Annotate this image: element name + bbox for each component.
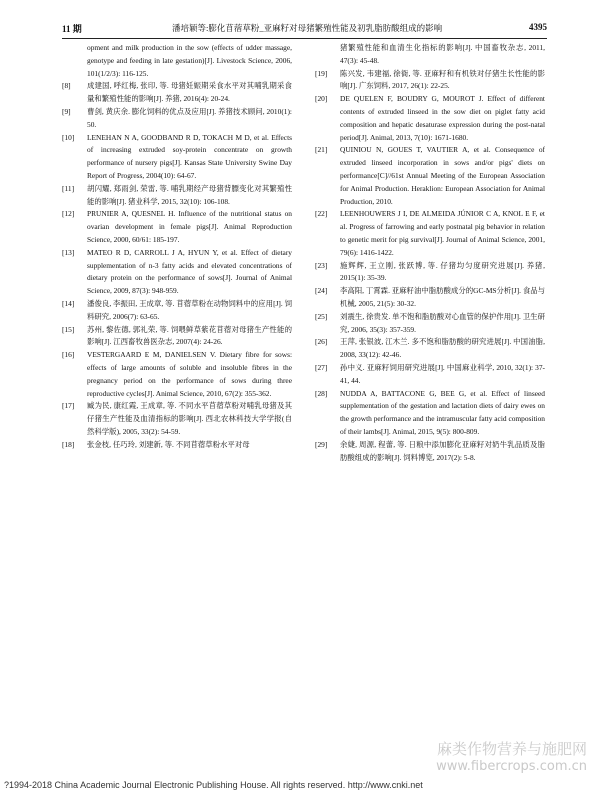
- reference-entry: [315, 93, 545, 144]
- reference-entry: [315, 42, 545, 68]
- reference-number: [12]: [62, 209, 75, 219]
- issue-number: 11 期: [62, 24, 82, 34]
- reference-number: [21]: [315, 145, 328, 155]
- reference-entry: [315, 285, 545, 311]
- reference-number: [15]: [62, 324, 75, 334]
- reference-entry: [62, 80, 292, 106]
- reference-entry: [315, 439, 545, 465]
- header-rule: [62, 38, 547, 39]
- reference-text: 苏州, 黎佐德, 郭礼荣, 等. 饲喂鲜草紫花苜蓿对母猪生产性能的影响[J]. 江西畜牧兽医杂志, 2007(4): 24-26.: [87, 324, 292, 347]
- reference-number: [10]: [62, 132, 75, 142]
- reference-number: [25]: [315, 311, 328, 321]
- reference-number: [22]: [315, 209, 328, 219]
- reference-text: 成建国, 呼红梅, 张印, 等. 母猪妊娠期采食水平对其哺乳期采食量和繁殖性能的影响[J]. 养猪, 2016(4): 20-24.: [87, 81, 292, 104]
- left-reference-column: [62, 42, 292, 452]
- right-reference-column: [315, 42, 545, 464]
- reference-entry: [315, 260, 545, 286]
- reference-entry: [315, 68, 545, 94]
- reference-number: [23]: [315, 260, 328, 270]
- reference-number: [9]: [62, 106, 71, 116]
- reference-text: VESTERGAARD E M, DANIELSEN V. Dietary fibre for sows: effects of large amounts of soluble and insoluble fibres in the pregnancy period on the performance of sows during three reproductive cycles[J]. Animal Science, 2010, 67(2): 355-362.: [87, 350, 292, 398]
- reference-number: [13]: [62, 247, 75, 257]
- reference-text: 刘震生, 徐贵发. 单不饱和脂肪酸对心血管的保护作用[J]. 卫生研究, 2006, 35(3): 357-359.: [340, 311, 545, 334]
- watermark: [436, 740, 587, 776]
- reference-entry: [62, 349, 292, 400]
- reference-entry: [315, 144, 545, 208]
- reference-text: 施辉辉, 王立刚, 张跃博, 等. 仔猪均匀度研究进展[J]. 养猪, 2015(1): 35-39.: [340, 260, 545, 283]
- reference-number: [16]: [62, 350, 75, 360]
- reference-text: DE QUELEN F, BOUDRY G, MOUROT J. Effect of different contents of extruded linseed in the sow diet on piglet fatty acid composition and hepatic desaturase expression during the post-natal period[J]. Animal, 2013, 7(10): 1671-1680.: [340, 94, 545, 142]
- reference-entry: [62, 42, 292, 80]
- reference-number: [24]: [315, 286, 328, 296]
- reference-text: 陈兴发, 韦建福, 徐衙, 等. 亚麻籽和有机铁对仔猪生长性能的影响[J]. 广东饲料, 2017, 26(1): 22-25.: [340, 68, 545, 91]
- reference-entry: [315, 336, 545, 362]
- reference-number: [18]: [62, 439, 75, 449]
- reference-text: 臧为民, 康红霞, 王成章, 等. 不同水平苜蓿草粉对哺乳母猪及其仔猪生产性能及血清指标的影响[J]. 西北农林科技大学学报(自然科学版), 2005, 33(2): 54-59.: [87, 401, 292, 436]
- reference-number: [26]: [315, 337, 328, 347]
- copyright-footer: ?1994-2018 China Academic Journal Electronic Publishing House. All rights reserved. http://www.cnki.net: [4, 780, 423, 790]
- reference-entry: [62, 400, 292, 438]
- reference-entry: [62, 183, 292, 209]
- reference-entry: [62, 132, 292, 183]
- reference-entry: [315, 311, 545, 337]
- reference-entry: [62, 208, 292, 246]
- reference-number: [11]: [62, 183, 75, 193]
- page-number: 4395: [529, 22, 547, 32]
- reference-entry: [62, 106, 292, 132]
- reference-entry: [62, 324, 292, 350]
- reference-number: [28]: [315, 388, 328, 398]
- watermark-url: www.fibercrops.com.cn: [436, 759, 587, 774]
- reference-text: 猪繁殖性能和血清生化指标的影响[J]. 中国畜牧杂志, 2011, 47(3): 45-48.: [340, 43, 545, 65]
- reference-number: [14]: [62, 298, 75, 308]
- reference-text: 曹剑, 黄庆余. 膨化饲料的优点及应用[J]. 养猪技术顾问, 2010(1): 50.: [87, 106, 292, 129]
- reference-number: [8]: [62, 81, 71, 91]
- reference-text: 张金枝, 任巧玲, 刘建新, 等. 不同苜蓿草粉水平对母: [87, 439, 250, 449]
- reference-entry: [315, 362, 545, 388]
- reference-text: NUDDA A, BATTACONE G, BEE G, et al. Effect of linseed supplementation of the gestation and lactation diets of dairy ewes on the growth performance and the intramuscular fatty acid composition of their lambs[J]. Animal, 2015, 9(5): 800-809.: [340, 388, 545, 436]
- reference-text: QUINIOU N, GOUES T, VAUTIER A, et al. Consequence of extruded linseed incorporation in sows and/or pigs' diets on performance[C]//61st Annual Meeting of the European Association for Animal Production. Heraklion: European Association for Animal Production, 2010.: [340, 145, 545, 206]
- reference-number: [20]: [315, 94, 328, 104]
- reference-number: [19]: [315, 68, 328, 78]
- reference-entry: [62, 298, 292, 324]
- reference-number: [29]: [315, 439, 328, 449]
- running-header: [62, 22, 547, 36]
- reference-text: opment and milk production in the sow (effects of udder massage, genotype and feeding in late gestation)[J]. Livestock Science, 2006, 101(1/2/3): 116-125.: [87, 43, 292, 78]
- reference-text: 孙中义. 亚麻籽饲用研究进展[J]. 中国麻业科学, 2010, 32(1): 37-41, 44.: [340, 362, 545, 385]
- reference-text: LEENHOUWERS J I, DE ALMEIDA JÚNIOR C A, KNOL E F, et al. Progress of farrowing and early postnatal pig behavior in relation to genetic merit for pig survival[J]. Journal of Animal Science, 2001, 79(6): 1416-1422.: [340, 209, 545, 257]
- reference-entry: [315, 208, 545, 259]
- running-title: 潘培颖等:膨化苜蓿草粉_亚麻籽对母猪繁殖性能及初乳脂肪酸组成的影响: [172, 23, 443, 33]
- reference-text: MATEO R D, CARROLL J A, HYUN Y, et al. Effect of dietary supplementation of n-3 fatty acids and elevated concentrations of dietary protein on the performance of sows[J]. Journal of Animal Science, 2009, 87(3): 948-959.: [87, 247, 292, 296]
- reference-text: 李高阳, 丁霄霖. 亚麻籽油中脂肪酸成分的GC-MS分析[J]. 食品与机械, 2005, 21(5): 30-32.: [340, 286, 545, 308]
- reference-text: 余婕, 周源, 程蕾, 等. 日粮中添加膨化亚麻籽对奶牛乳品质及脂肪酸组成的影响[J]. 饲料博览, 2017(2): 5-8.: [340, 439, 545, 462]
- reference-text: PRUNIER A, QUESNEL H. Influence of the nutritional status on ovarian development in female pigs[J]. Animal Reproduction Science, 2000, 60/61: 185-197.: [87, 209, 292, 244]
- reference-number: [17]: [62, 401, 75, 411]
- reference-entry: [315, 388, 545, 439]
- reference-text: 胡闪耀, 郑雨剑, 荣雷, 等. 哺乳期经产母猪背膘变化对其繁殖性能的影响[J]. 猪业科学, 2015, 32(10): 106-108.: [87, 183, 292, 206]
- reference-text: 潘俊良, 李振田, 王成章, 等. 苜蓿草粉在动物饲料中的应用[J]. 饲料研究, 2006(7): 63-65.: [87, 298, 292, 321]
- watermark-title: 麻类作物营养与施肥网: [436, 740, 587, 758]
- reference-entry: [62, 247, 292, 298]
- reference-text: LENEHAN N A, GOODBAND R D, TOKACH M D, et al. Effects of increasing extruded soy-protein concentrate on growth performance of nursery pigs[J]. Kansas State University Swine Day Report of Progress, 2004(10): 64-67.: [87, 132, 292, 180]
- reference-number: [27]: [315, 362, 328, 372]
- reference-text: 王萍, 张银波, 江木兰. 多不饱和脂肪酸的研究进展[J]. 中国油脂, 2008, 33(12): 42-46.: [340, 337, 545, 360]
- reference-entry: [62, 439, 292, 452]
